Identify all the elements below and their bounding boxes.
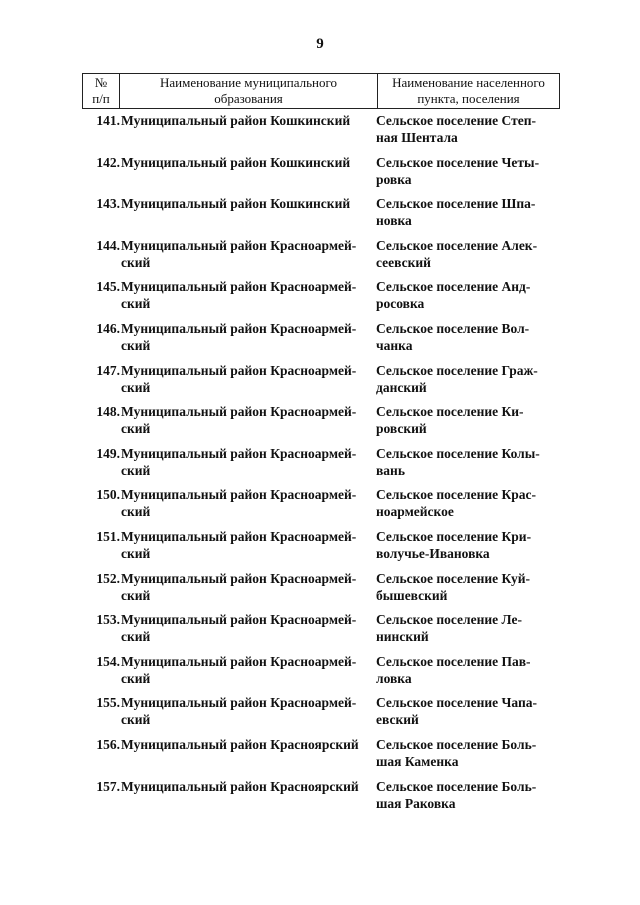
municipality-name (121, 653, 377, 687)
row-number: 156. (96, 736, 120, 752)
header-municipality-line-2: образования (214, 91, 283, 106)
table-row (82, 278, 560, 320)
table-row (82, 237, 560, 279)
settlement-line: Сельское поселение Ки- (376, 404, 524, 420)
settlement-line: ная Шентала (376, 130, 458, 145)
settlement-line: ровка (376, 171, 412, 187)
municipality-line: Муниципальный район Красноярский (121, 778, 359, 794)
settlement-name (376, 237, 556, 271)
municipality-name (121, 694, 377, 728)
table-row (82, 570, 560, 612)
page-number: 9 (316, 36, 324, 52)
header-number-cell (83, 74, 120, 109)
table-row (82, 195, 560, 237)
settlement-line: Сельское поселение Граж- (376, 362, 538, 378)
row-number: 148. (96, 404, 120, 420)
table-row (82, 486, 560, 528)
table-row (82, 112, 560, 154)
row-number: 152. (96, 570, 120, 586)
municipality-line: ский (121, 504, 151, 520)
municipality-name (121, 320, 377, 354)
table-row (82, 154, 560, 196)
table-header (82, 73, 560, 109)
municipality-line: Муниципальный район Кошкинский (121, 196, 351, 212)
settlement-line: Сельское поселение Колы- (376, 445, 540, 461)
municipality-line: ский (121, 337, 151, 353)
settlement-line: шая Каменка (376, 753, 459, 769)
table-row (82, 445, 560, 487)
settlement-line: Сельское поселение Четы- (376, 154, 540, 170)
settlement-line: новка (376, 213, 412, 229)
municipality-line: Муниципальный район Красноармей- (121, 362, 357, 378)
settlement-line: чанка (376, 337, 413, 353)
settlement-line: Сельское поселение Боль- (376, 736, 537, 752)
row-number: 145. (96, 279, 120, 295)
municipality-line: Муниципальный район Красноармей- (121, 445, 357, 461)
municipality-line: Муниципальный район Красноармей- (121, 320, 357, 336)
settlement-line: бышевский (376, 587, 448, 603)
municipality-name (121, 445, 377, 479)
settlement-line: ровский (376, 421, 427, 437)
settlement-line: шая Раковка (376, 795, 456, 811)
row-number: 141. (96, 113, 120, 128)
header-municipality-line-1: Наименование муниципального (159, 75, 338, 90)
row-number: 151. (96, 528, 120, 544)
header-settlement-cell (378, 74, 560, 109)
settlement-name (376, 154, 556, 188)
settlement-line: нинский (376, 629, 429, 645)
municipality-name (121, 237, 377, 271)
municipality-name (121, 486, 377, 520)
municipality-line: Муниципальный район Кошкинский (121, 113, 351, 128)
settlement-name (376, 278, 556, 312)
settlement-line: Сельское поселение Шпа- (376, 196, 536, 212)
table-row (82, 653, 560, 695)
municipality-line: Муниципальный район Кошкинский (121, 154, 351, 170)
municipality-line: Муниципальный район Красноармей- (121, 237, 357, 253)
municipality-line: ский (121, 379, 151, 395)
settlement-line: ловка (376, 670, 412, 686)
table-row (82, 778, 560, 820)
municipality-name (121, 278, 377, 312)
municipality-line: ский (121, 587, 151, 603)
municipality-line: ский (121, 254, 151, 270)
municipality-line: ский (121, 462, 151, 478)
settlement-name (376, 362, 556, 396)
table-row (82, 320, 560, 362)
header-number-line-1: № (94, 75, 108, 90)
row-number: 142. (96, 154, 120, 170)
municipality-line: Муниципальный район Красноярский (121, 736, 359, 752)
settlement-name (376, 486, 556, 520)
header-number-line-2: п/п (92, 91, 110, 106)
municipality-line: Муниципальный район Красноармей- (121, 612, 357, 628)
settlement-line: Сельское поселение Крас- (376, 487, 537, 503)
settlement-line: Сельское поселение Ле- (376, 612, 522, 628)
settlement-name (376, 736, 556, 770)
municipality-line: Муниципальный район Красноармей- (121, 528, 357, 544)
settlement-line: Сельское поселение Пав- (376, 653, 531, 669)
municipality-name (121, 528, 377, 562)
municipality-line: Муниципальный район Красноармей- (121, 695, 357, 711)
settlement-line: Сельское поселение Чапа- (376, 695, 537, 711)
settlement-name (376, 528, 556, 562)
municipality-line: ский (121, 712, 151, 728)
settlement-line: ноармейское (376, 504, 454, 520)
header-settlement-line-1: Наименование населенного (392, 75, 545, 90)
table-row (82, 362, 560, 404)
municipality-name (121, 403, 377, 437)
municipality-name (121, 154, 377, 171)
row-number: 155. (96, 695, 120, 711)
row-number: 143. (96, 196, 120, 212)
municipality-line: Муниципальный район Красноармей- (121, 570, 357, 586)
settlement-line: евский (376, 712, 419, 728)
header-settlement-line-2: пункта, поселения (417, 91, 520, 106)
settlement-line: Сельское поселение Степ- (376, 113, 536, 128)
municipality-name (121, 611, 377, 645)
municipality-line: ский (121, 670, 151, 686)
row-number: 157. (96, 778, 120, 794)
municipality-name (121, 362, 377, 396)
row-number: 146. (96, 320, 120, 336)
municipality-name (121, 570, 377, 604)
settlement-line: Сельское поселение Вол- (376, 320, 530, 336)
row-number: 147. (96, 362, 120, 378)
settlement-name (376, 694, 556, 728)
row-number: 154. (96, 653, 120, 669)
table-row (82, 736, 560, 778)
settlement-line: вань (376, 462, 405, 478)
settlement-name (376, 195, 556, 229)
municipality-name (121, 778, 377, 795)
table-row (82, 694, 560, 736)
settlement-name (376, 653, 556, 687)
settlement-name (376, 570, 556, 604)
municipality-line: ский (121, 629, 151, 645)
settlement-line: Сельское поселение Боль- (376, 778, 537, 794)
table-row (82, 528, 560, 570)
row-number: 144. (96, 237, 120, 253)
settlement-line: Сельское поселение Куй- (376, 570, 530, 586)
settlement-line: Сельское поселение Анд- (376, 279, 531, 295)
settlement-name (376, 445, 556, 479)
municipality-line: ский (121, 296, 151, 312)
header-municipality-cell (120, 74, 378, 109)
table-body (82, 112, 560, 819)
municipality-line: Муниципальный район Красноармей- (121, 404, 357, 420)
settlement-line: росовка (376, 296, 425, 312)
settlement-name (376, 611, 556, 645)
municipality-name (121, 195, 377, 212)
settlement-line: Сельское поселение Алек- (376, 237, 538, 253)
municipality-line: Муниципальный район Красноармей- (121, 653, 357, 669)
row-number: 153. (96, 612, 120, 628)
settlement-name (376, 112, 556, 146)
row-number: 150. (96, 487, 120, 503)
municipality-name (121, 736, 377, 753)
table-row (82, 403, 560, 445)
municipality-line: ский (121, 421, 151, 437)
settlement-name (376, 403, 556, 437)
settlement-line: данский (376, 379, 427, 395)
municipality-name (121, 112, 377, 129)
settlement-line: волучье-Ивановка (376, 545, 490, 561)
table-row (82, 611, 560, 653)
settlement-line: сеевский (376, 254, 431, 270)
municipality-line: Муниципальный район Красноармей- (121, 487, 357, 503)
settlement-name (376, 778, 556, 812)
municipality-line: ский (121, 545, 151, 561)
settlement-line: Сельское поселение Кри- (376, 528, 532, 544)
settlement-name (376, 320, 556, 354)
municipality-line: Муниципальный район Красноармей- (121, 279, 357, 295)
row-number: 149. (96, 445, 120, 461)
